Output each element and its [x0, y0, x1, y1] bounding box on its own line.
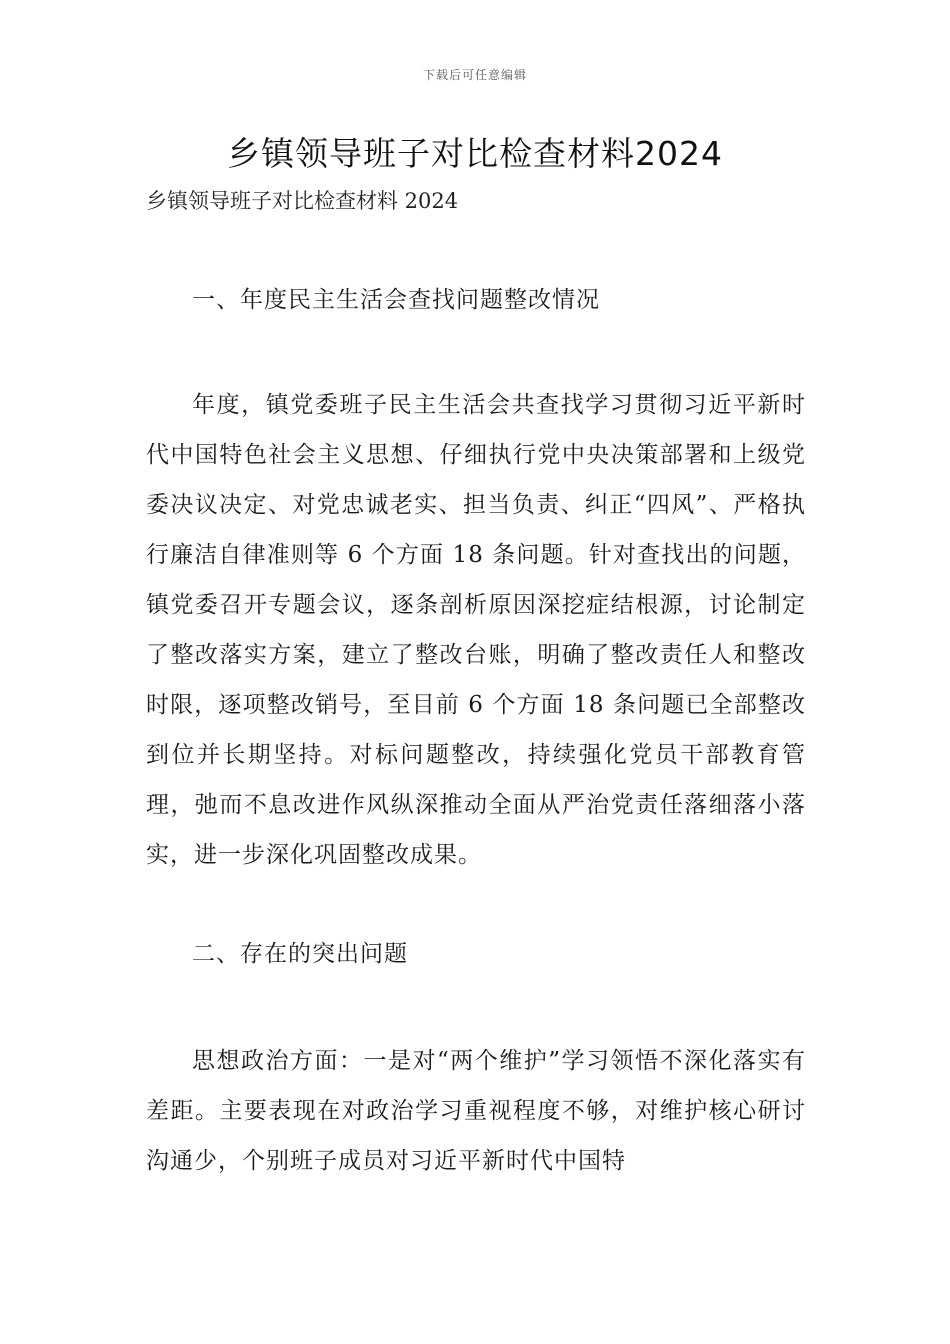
header-note: 下载后可任意编辑: [422, 68, 527, 82]
section-paragraph-2: 思想政治方面：一是对“两个维护”学习领悟不深化落实有差距。主要表现在对政治学习重视程度不够，对维护核心研讨沟通少，个别班子成员对习近平新时代中国特: [146, 1048, 806, 1174]
document-title: 乡镇领导班子对比检查材料2024: [227, 134, 723, 173]
section-heading-1: 一、年度民主生活会查找问题整改情况: [192, 287, 600, 313]
document-subtitle: 乡镇领导班子对比检查材料 2024: [146, 189, 459, 213]
section-paragraph-1: 年度，镇党委班子民主生活会共查找学习贯彻习近平新时代中国特色社会主义思想、仔细执行党中央决策部署和上级党委决议决定、对党忠诚老实、担当负责、纠正“四风”、严格执行廉洁自律准则等 6 个方面 18 条问题。针对查找出的问题，镇党委召开专题会议，逐条剖析原因深挖症结根源，讨论制定了整改落实方案，建立了整改台账，明确了整改责任人和整改时限，逐项整改销号，至目前 6 个方面 18 条问题已全部整改到位并长期坚持。对标问题整改，持续强化党员干部教育管理，弛而不息改进作风纵深推动全面从严治党责任落细落小落实，进一步深化巩固整改成果。: [146, 392, 806, 868]
section-heading-2: 二、存在的突出问题: [192, 941, 408, 967]
document-body: [146, 280, 806, 1186]
